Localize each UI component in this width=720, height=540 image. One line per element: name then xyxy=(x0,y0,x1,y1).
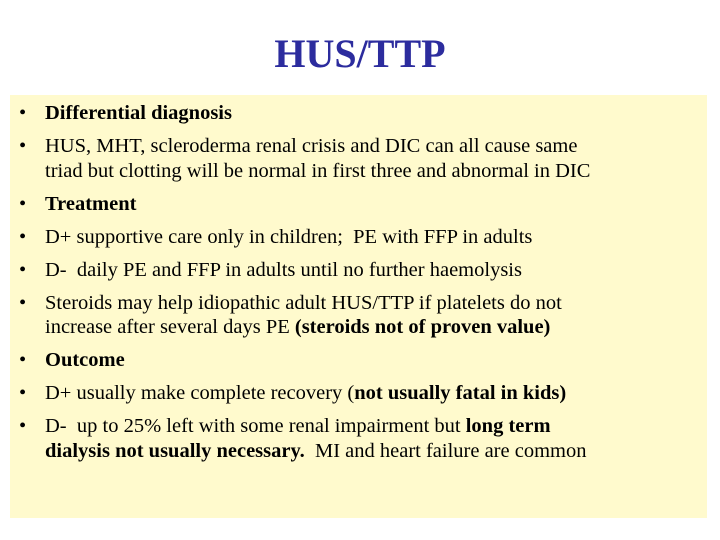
bullet-marker: • xyxy=(19,192,27,215)
bullet-marker: • xyxy=(19,349,27,371)
bullet-marker: • xyxy=(19,291,27,314)
body-text: HUS, MHT, scleroderma renal crisis and DIC can all cause same xyxy=(45,135,578,157)
bullet-item xyxy=(10,291,707,340)
bullet-marker: • xyxy=(19,415,27,437)
bullet-marker: • xyxy=(19,382,27,404)
bullet-line xyxy=(45,348,707,373)
body-text: D+ supportive care only in children; PE with FFP in adults xyxy=(45,225,533,248)
bullet-marker: • xyxy=(19,135,27,157)
bullet-item xyxy=(10,101,707,126)
bullet-item xyxy=(10,192,707,217)
bullet-item xyxy=(10,225,707,250)
bold-text: Outcome xyxy=(45,349,125,371)
body-text: triad but clotting will be normal in first three and abnormal in DIC xyxy=(45,159,591,182)
bullet-line xyxy=(45,291,707,316)
bold-text: Treatment xyxy=(45,192,137,215)
bullet-list xyxy=(10,95,707,463)
bullet-line xyxy=(45,225,707,250)
body-text: MI and heart failure are common xyxy=(304,439,587,462)
bold-text: long term xyxy=(465,415,551,437)
slide-title: HUS/TTP xyxy=(274,31,446,76)
bullet-item xyxy=(10,381,707,406)
bullet-marker: • xyxy=(19,225,27,248)
bullet-line xyxy=(45,192,707,217)
bullet-marker: • xyxy=(19,258,27,281)
bullet-line xyxy=(45,315,707,340)
bold-text: not usually fatal in kids) xyxy=(354,382,567,404)
bullet-item xyxy=(10,414,707,463)
body-text: D- daily PE and FFP in adults until no further haemolysis xyxy=(45,258,522,281)
bullet-item xyxy=(10,348,707,373)
body-text: Steroids may help idiopathic adult HUS/TTP if platelets do not xyxy=(45,291,562,314)
bold-text: dialysis not usually necessary. xyxy=(45,439,305,462)
bullet-line xyxy=(45,381,707,406)
bullet-item xyxy=(10,258,707,283)
bold-text: Differential diagnosis xyxy=(45,102,232,124)
body-text: increase after several days PE xyxy=(45,316,295,338)
bold-text: (steroids not of proven value) xyxy=(294,316,551,338)
bullet-line xyxy=(45,258,707,283)
bullet-line xyxy=(45,159,707,184)
bullet-marker: • xyxy=(19,102,27,124)
body-text: D+ usually make complete recovery ( xyxy=(45,382,355,404)
bullet-line xyxy=(45,414,707,439)
bullet-line xyxy=(45,134,707,159)
bullet-line xyxy=(45,439,707,464)
bullet-line xyxy=(45,101,707,126)
bullet-item xyxy=(10,134,707,183)
content-box xyxy=(10,95,707,518)
body-text: D- up to 25% left with some renal impairment but xyxy=(45,415,466,437)
